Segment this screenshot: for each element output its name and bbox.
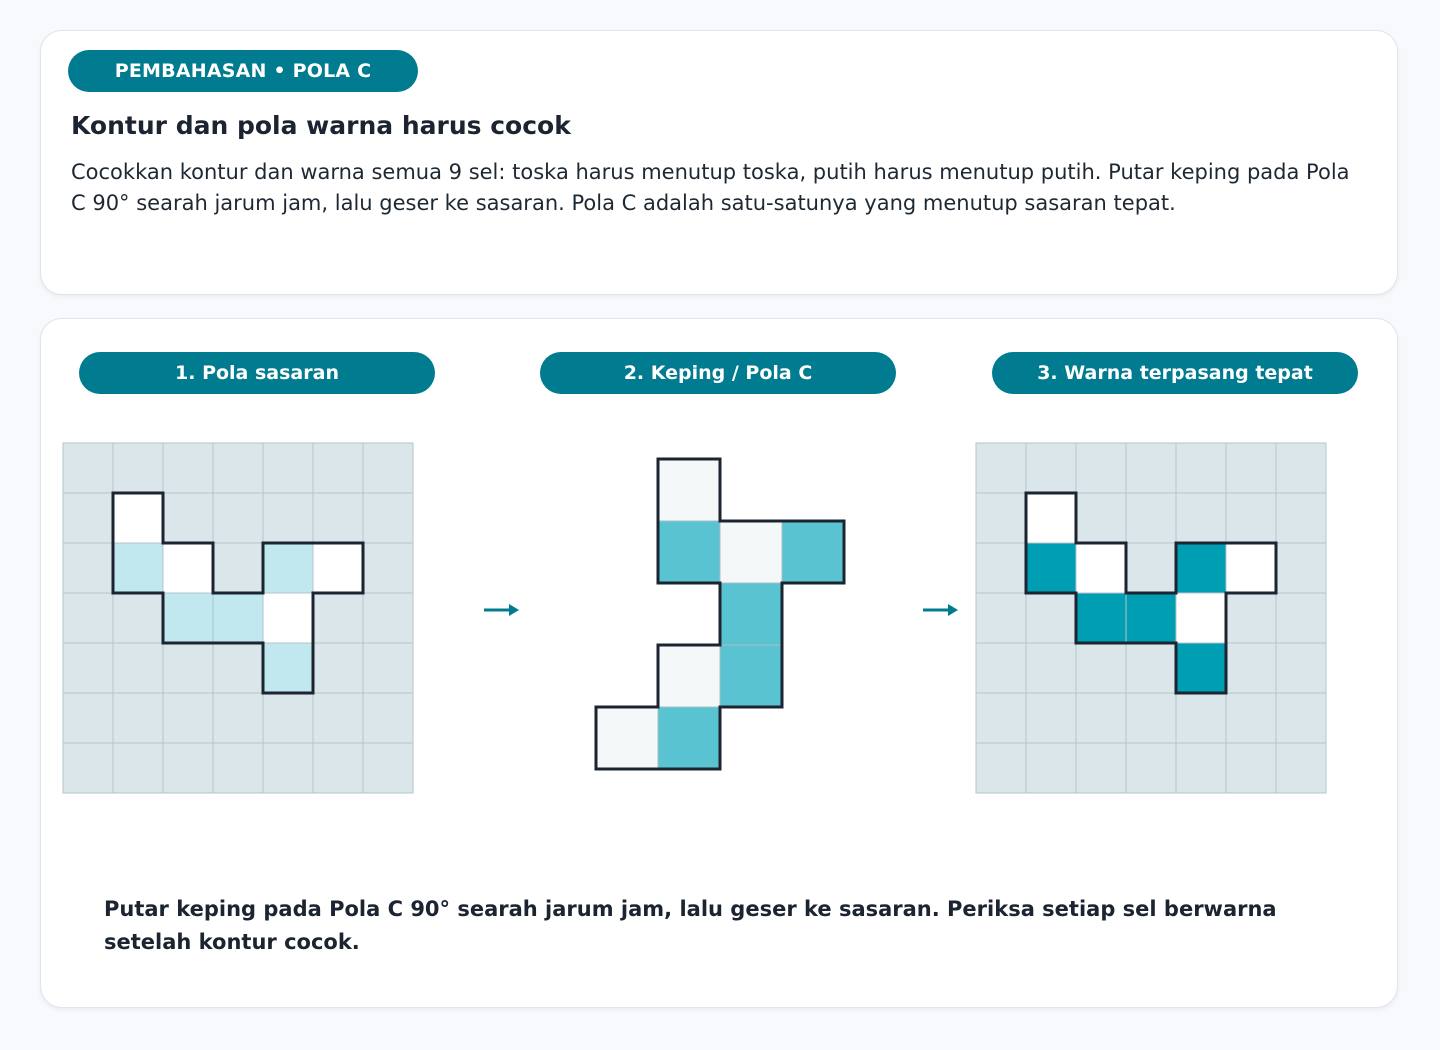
arrow-right-icon	[484, 604, 519, 616]
step-label-target: 1. Pola sasaran	[79, 352, 435, 394]
section-badge: PEMBAHASAN • POLA C	[68, 50, 418, 92]
explanation-title: Kontur dan pola warna harus cocok	[71, 111, 571, 140]
teal-cell	[658, 521, 720, 583]
teal-cell	[720, 645, 782, 707]
teal-cell	[113, 543, 163, 593]
explanation-card	[40, 30, 1398, 295]
explanation-text: Cocokkan kontur dan warna semua 9 sel: toska harus menutup toska, putih harus menutup putih. Putar keping pada Pola C 90° searah jarum jam, lalu geser ke sasaran. Pola C adalah satu-satunya yang menutup sasaran tepat.	[71, 160, 1350, 215]
step-label-placed: 3. Warna terpasang tepat	[992, 352, 1358, 394]
teal-cell	[782, 521, 844, 583]
instruction-note: Putar keping pada Pola C 90° searah jarum jam, lalu geser ke sasaran. Periksa setiap sel berwarna setelah kontur cocok.	[104, 897, 1277, 954]
teal-cell	[213, 593, 263, 643]
piece-pattern-panel	[596, 459, 844, 769]
teal-cell	[1176, 543, 1226, 593]
teal-cell	[263, 543, 313, 593]
white-cell	[263, 593, 313, 643]
teal-cell	[1176, 643, 1226, 693]
teal-cell	[1076, 593, 1126, 643]
teal-cell	[720, 583, 782, 645]
white-cell	[1176, 593, 1226, 643]
teal-cell	[263, 643, 313, 693]
step-label-piece: 2. Keping / Pola C	[540, 352, 896, 394]
white-cell	[113, 493, 163, 543]
diagram-card	[40, 318, 1398, 1008]
white-cell	[1226, 543, 1276, 593]
white-cell	[1026, 493, 1076, 543]
white-cell	[1076, 543, 1126, 593]
teal-cell	[658, 707, 720, 769]
arrow-right-icon	[923, 604, 958, 616]
teal-cell	[163, 593, 213, 643]
placed-pattern-panel	[976, 443, 1326, 793]
teal-cell	[1026, 543, 1076, 593]
teal-cell	[1126, 593, 1176, 643]
white-cell	[658, 645, 720, 707]
white-cell	[163, 543, 213, 593]
white-cell	[313, 543, 363, 593]
white-cell	[658, 459, 720, 521]
white-cell	[596, 707, 658, 769]
white-cell	[720, 521, 782, 583]
target-pattern-panel	[63, 443, 413, 793]
